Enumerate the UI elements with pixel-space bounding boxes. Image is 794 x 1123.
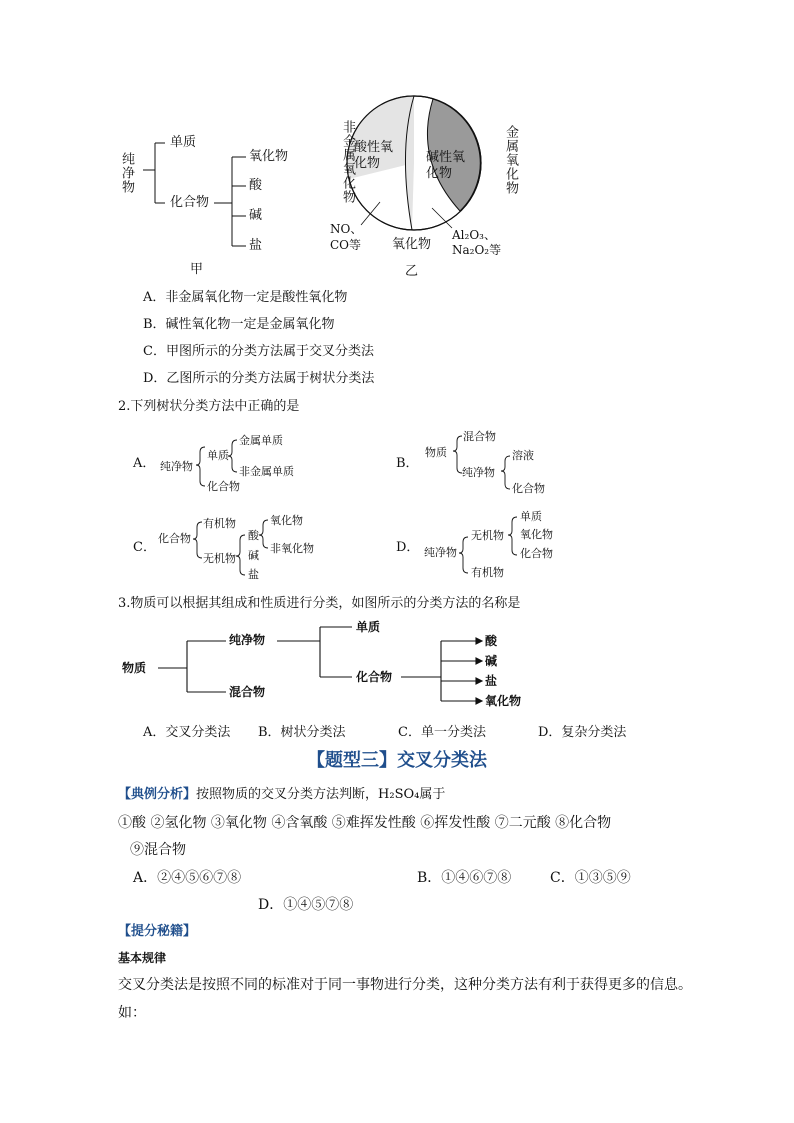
q2-a-n1: 单质 bbox=[207, 449, 229, 462]
q2-d-l1: 单质 bbox=[520, 510, 542, 523]
example-option-c: C．①③⑤⑨ bbox=[550, 870, 631, 886]
example-items-1: ①酸 ②氢化物 ③氧化物 ④含氧酸 ⑤难挥发性酸 ⑥挥发性酸 ⑦二元酸 ⑧化合物 bbox=[118, 815, 612, 831]
q3-option-c: C．单一分类法 bbox=[398, 725, 486, 740]
yi-right-label: 金属氧化物 bbox=[503, 125, 518, 195]
q3-option-d: D．复杂分类法 bbox=[538, 725, 627, 740]
example-tag: 【典例分析】 bbox=[118, 787, 197, 802]
q1-option-c: C．甲图所示的分类方法属于交叉分类法 bbox=[143, 344, 374, 359]
q2-a-l1: 金属单质 bbox=[239, 434, 283, 447]
q2-a-n2: 化合物 bbox=[207, 480, 240, 493]
q2-c-n1: 有机物 bbox=[203, 517, 236, 530]
q3-option-b: B．树状分类法 bbox=[258, 725, 346, 740]
q3-root: 物质 bbox=[122, 661, 147, 675]
q3-leaf-3: 盐 bbox=[485, 674, 498, 688]
q3-option-a: A．交叉分类法 bbox=[143, 725, 231, 740]
q3-hua: 化合物 bbox=[356, 670, 393, 684]
ru-text: 如： bbox=[118, 1005, 146, 1021]
example-option-d: D．①④⑤⑦⑧ bbox=[258, 897, 354, 913]
jia-dan: 单质 bbox=[170, 135, 197, 150]
q3-mix: 混合物 bbox=[229, 685, 266, 699]
yi-caption: 乙 bbox=[405, 264, 419, 279]
example-line bbox=[118, 788, 445, 801]
q2-c-l2: 非氧化物 bbox=[270, 542, 314, 555]
q1-option-b: B．碱性氧化物一定是金属氧化物 bbox=[143, 317, 335, 332]
q2-c-m1: 酸 bbox=[248, 529, 259, 542]
q2-c-l1: 氧化物 bbox=[270, 514, 303, 527]
q2-d-n1: 无机物 bbox=[471, 529, 504, 542]
q3-pure: 纯净物 bbox=[229, 633, 266, 647]
q2-a-l2: 非金属单质 bbox=[239, 465, 294, 478]
q3-dan: 单质 bbox=[356, 620, 381, 634]
yi-base: 碱性氧化物 bbox=[426, 150, 466, 181]
jia-hua: 化合物 bbox=[170, 195, 210, 210]
tips-tag: 【提分秘籍】 bbox=[118, 924, 197, 939]
q2-a-letter: A． bbox=[133, 456, 156, 471]
jia-root: 纯净物 bbox=[119, 152, 134, 194]
q2-b-l1: 溶液 bbox=[512, 449, 534, 462]
yi-oxide: 氧化物 bbox=[392, 237, 432, 252]
q2-c-m2: 碱 bbox=[248, 549, 259, 562]
q2-d-l3: 化合物 bbox=[520, 547, 553, 560]
q3-leaf-1: 酸 bbox=[485, 634, 498, 648]
q2-c-n2: 无机物 bbox=[203, 552, 236, 565]
jia-leaf-4: 盐 bbox=[249, 238, 263, 253]
yi-no-co: NO、CO等 bbox=[330, 222, 363, 252]
yi-left-label: 非金属氧化物 bbox=[340, 120, 355, 204]
jia-leaf-3: 碱 bbox=[249, 208, 263, 223]
q2-b-n2: 纯净物 bbox=[462, 466, 495, 479]
q2-d-n2: 有机物 bbox=[471, 566, 504, 579]
q2-a-root: 纯净物 bbox=[160, 460, 193, 473]
q2-b-root: 物质 bbox=[425, 446, 447, 459]
example-stem: 按照物质的交叉分类方法判断，H₂SO₄属于 bbox=[196, 787, 446, 802]
q2-b-n1: 混合物 bbox=[463, 430, 496, 443]
yi-al-na: Al₂O₃、Na₂O₂等 bbox=[452, 228, 502, 257]
q2-d-root: 纯净物 bbox=[424, 546, 457, 559]
example-option-b: B．①④⑥⑦⑧ bbox=[417, 870, 512, 886]
rule-heading: 基本规律 bbox=[118, 951, 167, 965]
q1-option-d: D．乙图所示的分类方法属于树状分类法 bbox=[143, 371, 375, 386]
q3-stem: 3.物质可以根据其组成和性质进行分类，如图所示的分类方法的名称是 bbox=[118, 596, 521, 611]
q2-c-root: 化合物 bbox=[158, 532, 191, 545]
q2-c-m3: 盐 bbox=[248, 568, 259, 581]
section-title: 【题型三】交叉分类法 bbox=[307, 750, 487, 771]
example-items-2: ⑨混合物 bbox=[130, 842, 186, 858]
q1-option-a: A．非金属氧化物一定是酸性氧化物 bbox=[143, 290, 348, 305]
example-option-a: A．②④⑤⑥⑦⑧ bbox=[133, 870, 242, 886]
q2-b-l2: 化合物 bbox=[512, 482, 545, 495]
q2-d-l2: 氧化物 bbox=[520, 528, 553, 541]
q3-leaf-2: 碱 bbox=[485, 654, 498, 668]
jia-leaf-1: 氧化物 bbox=[249, 149, 289, 164]
jia-leaf-2: 酸 bbox=[249, 178, 263, 193]
q2-b-letter: B． bbox=[396, 456, 419, 471]
q2-c-letter: C． bbox=[133, 540, 156, 555]
rule-text: 交叉分类法是按照不同的标准对于同一事物进行分类，这种分类方法有利于获得更多的信息。 bbox=[118, 977, 692, 993]
q2-d-letter: D． bbox=[396, 540, 420, 555]
q2-stem: 2.下列树状分类方法中正确的是 bbox=[118, 399, 300, 414]
yi-acid: 酸性氧化物 bbox=[354, 140, 394, 171]
q3-leaf-4: 氧化物 bbox=[485, 694, 522, 708]
jia-caption: 甲 bbox=[190, 262, 204, 277]
